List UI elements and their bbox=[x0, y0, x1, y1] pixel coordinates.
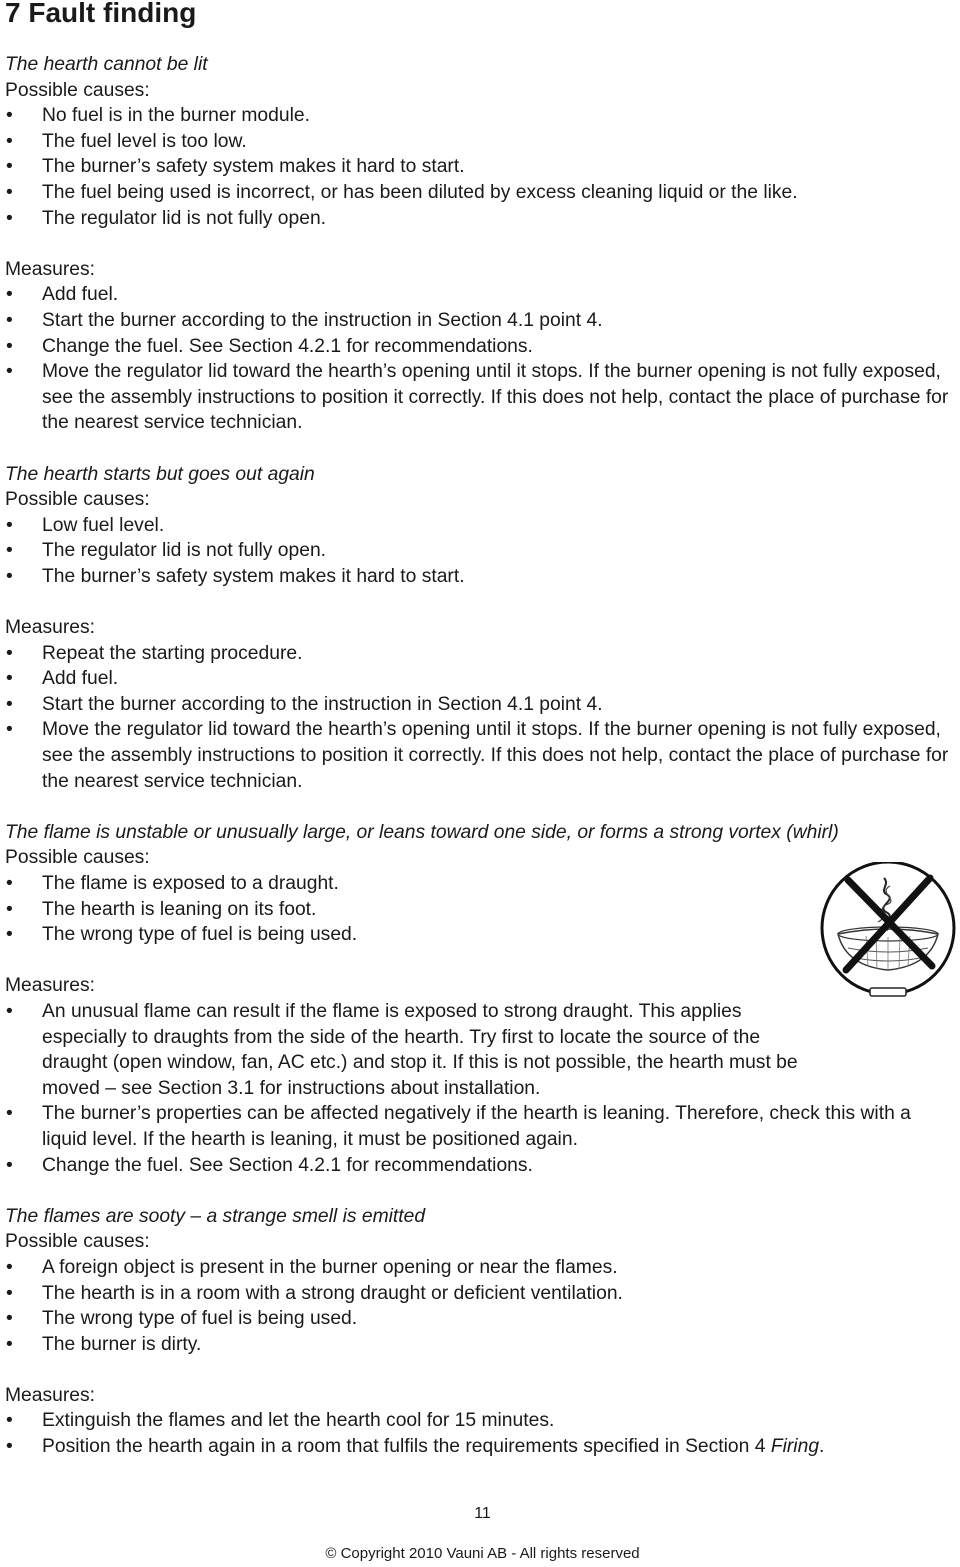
list-item: • Change the fuel. See Section 4.2.1 for recommendations. bbox=[5, 1153, 960, 1179]
causes-list bbox=[5, 871, 960, 948]
measures-list bbox=[5, 641, 960, 795]
causes-label: Possible causes: bbox=[5, 79, 150, 101]
copyright-footer: © Copyright 2010 Vauni AB - All rights reserved bbox=[325, 1545, 640, 1562]
list-item: • The hearth is leaning on its foot. bbox=[5, 897, 960, 923]
list-item: • Add fuel. bbox=[5, 282, 960, 308]
section-sooty-flames bbox=[5, 1204, 960, 1358]
page-number: 11 bbox=[474, 1505, 491, 1522]
list-item: • Start the burner according to the instruction in Section 4.1 point 4. bbox=[5, 308, 960, 334]
causes-label: Possible causes: bbox=[5, 1231, 150, 1253]
measures-label: Measures: bbox=[5, 258, 96, 280]
section-unstable-flame bbox=[5, 820, 960, 948]
section-starts-goes-out-measures bbox=[5, 615, 960, 794]
list-item: • No fuel is in the burner module. bbox=[5, 103, 960, 129]
list-item: • Move the regulator lid toward the hearth’s opening until it stops. If the burner opening is not fully exposed, see the assembly instructions to position it correctly. If this does not help, contact the place of purchase for the nearest service technician. bbox=[5, 717, 960, 794]
section-cannot-be-lit bbox=[5, 52, 960, 231]
causes-label: Possible causes: bbox=[5, 847, 150, 869]
list-item: • The fuel level is too low. bbox=[5, 129, 960, 155]
list-item: • The wrong type of fuel is being used. bbox=[5, 1306, 960, 1332]
list-item: • The burner’s properties can be affected negatively if the hearth is leaning. Therefore, check this with a liquid level. If the hearth is leaning, it must be positioned again. bbox=[5, 1101, 960, 1152]
list-item: • The regulator lid is not fully open. bbox=[5, 538, 960, 564]
list-item: • Low fuel level. bbox=[5, 513, 960, 539]
list-item: • Change the fuel. See Section 4.2.1 for recommendations. bbox=[5, 334, 960, 360]
section-heading: The hearth starts but goes out again bbox=[5, 463, 315, 485]
list-item: • The burner is dirty. bbox=[5, 1332, 960, 1358]
list-item: • The fuel being used is incorrect, or has been diluted by excess cleaning liquid or the like. bbox=[5, 180, 960, 206]
list-item: • Add fuel. bbox=[5, 666, 960, 692]
list-item: • Move the regulator lid toward the hearth’s opening until it stops. If the burner opening is not fully exposed, see the assembly instructions to position it correctly. If this does not help, contact the place of purchase for the nearest service technician. bbox=[5, 359, 960, 436]
list-item: • The wrong type of fuel is being used. bbox=[5, 922, 960, 948]
section-unstable-flame-measures bbox=[5, 973, 960, 1178]
list-item: • An unusual flame can result if the flame is exposed to strong draught. This applies especially to draughts from the side of the hearth. Try first to locate the source of the draught (open window, fan, AC etc.) and stop it. If this is not possible, the hearth must be moved – see Section 3.1 for instructions about installation. bbox=[5, 999, 960, 1101]
list-item: • Start the burner according to the instruction in Section 4.1 point 4. bbox=[5, 692, 960, 718]
measures-label: Measures: bbox=[5, 975, 96, 997]
section-heading: The flame is unstable or unusually large, or leans toward one side, or forms a strong vortex (whirl) bbox=[5, 821, 839, 843]
measures-list bbox=[5, 999, 960, 1178]
crossed-out-hearth-whirl-flame-icon bbox=[818, 862, 958, 1000]
causes-list bbox=[5, 1255, 960, 1357]
page-title: 7 Fault finding bbox=[5, 0, 197, 28]
list-item bbox=[5, 1434, 960, 1460]
list-item-end: . bbox=[819, 1436, 825, 1458]
list-item-text: Position the hearth again in a room that fulfils the requirements specified in Section 4 bbox=[42, 1436, 771, 1458]
list-item: • The hearth is in a room with a strong draught or deficient ventilation. bbox=[5, 1281, 960, 1307]
list-item: • Extinguish the flames and let the hearth cool for 15 minutes. bbox=[5, 1408, 960, 1434]
causes-label: Possible causes: bbox=[5, 489, 150, 511]
causes-list bbox=[5, 513, 960, 590]
list-item: • The burner’s safety system makes it hard to start. bbox=[5, 154, 960, 180]
section-reference: Firing bbox=[770, 1436, 820, 1458]
section-heading: The flames are sooty – a strange smell is emitted bbox=[5, 1205, 426, 1227]
list-item: • The regulator lid is not fully open. bbox=[5, 206, 960, 232]
list-item: • The burner’s safety system makes it hard to start. bbox=[5, 564, 960, 590]
list-item: • Repeat the starting procedure. bbox=[5, 641, 960, 667]
measures-list bbox=[5, 282, 960, 436]
list-item: • The flame is exposed to a draught. bbox=[5, 871, 960, 897]
measures-label: Measures: bbox=[5, 1384, 96, 1406]
section-sooty-flames-measures bbox=[5, 1383, 960, 1460]
causes-list bbox=[5, 103, 960, 231]
measures-label: Measures: bbox=[5, 617, 96, 639]
section-cannot-be-lit-measures bbox=[5, 257, 960, 436]
fault-finding-content bbox=[5, 52, 960, 1485]
section-starts-goes-out bbox=[5, 462, 960, 590]
list-item: • A foreign object is present in the burner opening or near the flames. bbox=[5, 1255, 960, 1281]
section-heading: The hearth cannot be lit bbox=[5, 54, 208, 75]
measures-list bbox=[5, 1408, 960, 1459]
